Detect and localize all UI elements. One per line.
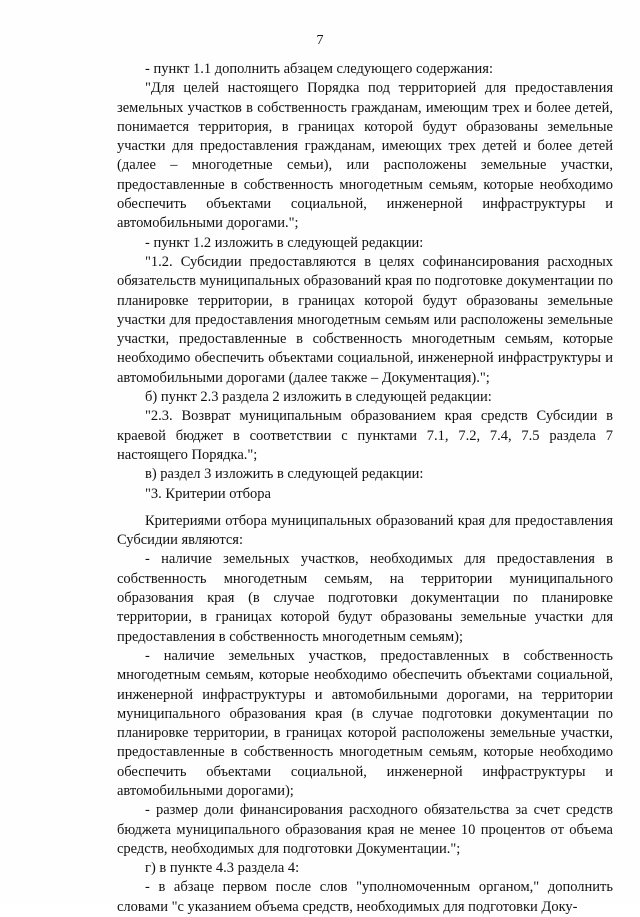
list-item: - наличие земельных участков, необходимых для предоставления в собственность многодетным семьям, на территории муниципального образования края (в случае подготовки документации по планировке территории, в границах которой будут образованы земельные участки для предоставления в собственность многодетным семьям); [117, 551, 613, 645]
paragraph: - пункт 1.1 дополнить абзацем следующего содержания: [145, 61, 493, 77]
paragraph: "Для целей настоящего Порядка под территорией для предоставления земельных участков в собственность гражданам, имеющим трех и более детей, понимается территория, в границах которой будут образованы земельные участки для предоставления гражданам, имеющих трех детей и более детей (далее – многодетные семьи), или расположены земельные участки, предоставленные в собственность многодетным семьям, которые необходимо обеспечить объектами социальной, инженерной инфраструктуры и автомобильными дорогами."; [117, 80, 613, 232]
list-item: - наличие земельных участков, предоставленных в собственность многодетным семьям, которые необходимо обеспечить объектами социальной, инженерной инфраструктуры и автомобильными дорогами, на территории муниципального образования края (в случае подготовки документации по планировке территории, в границах которой расположены земельные участки, предоставленные в собственность многодетным семьям, которые необходимо обеспечить объектами социальной, инженерной инфраструктуры и автомобильными дорогами); [117, 647, 613, 799]
section-heading: "3. Критерии отбора [145, 485, 271, 502]
paragraph: б) пункт 2.3 раздела 2 изложить в следующей редакции: [145, 389, 492, 406]
list-item: - в абзаце первом после слов "уполномоченным органом," дополнить словами "с указанием объема средств, необходимых для подготовки Доку- [117, 879, 613, 915]
paragraph: - пункт 1.2 изложить в следующей редакции: [145, 234, 424, 251]
paragraph: "1.2. Субсидии предоставляются в целях софинансирования расходных обязательств муниципальных образований края по подготовке документации по планировке территории, в границах которой будут образованы земельные участки для предоставления многодетным семьям или расположены земельные участки, предоставленные в собственность многодетным семьям, которые необходимо обеспечить объектами социальной, инженерной инфраструктуры и автомобильными дорогами (далее также – Документация)."; [117, 253, 613, 386]
document-body [117, 60, 613, 917]
paragraph: в) раздел 3 изложить в следующей редакции: [145, 466, 424, 483]
paragraph: г) в пункте 4.3 раздела 4: [145, 860, 300, 877]
paragraph: "2.3. Возврат муниципальным образованием края средств Субсидии в краевой бюджет в соответствии с пунктами 7.1, 7.2, 7.4, 7.5 раздела 7 настоящего Порядка."; [117, 408, 613, 463]
list-item: - размер доли финансирования расходного обязательства за счет средств бюджета муниципального образования края не менее 10 процентов от объема средств, необходимых для подготовки Документации."; [117, 802, 613, 857]
paragraph: Критериями отбора муниципальных образований края для предоставления Субсидии являются: [117, 512, 613, 549]
page-number: 7 [316, 33, 324, 48]
